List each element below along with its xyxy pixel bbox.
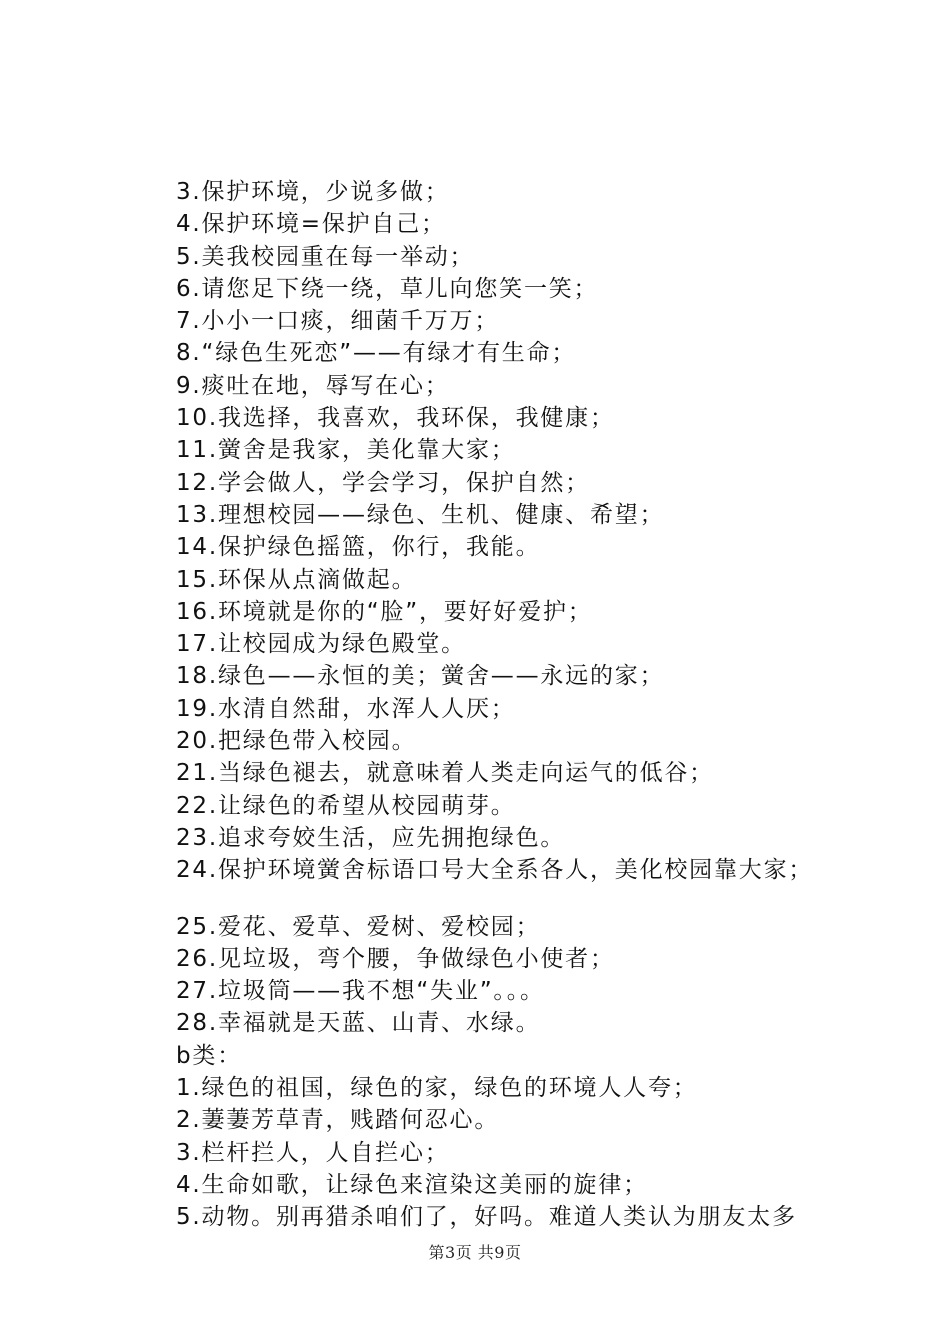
list-item: 19.水清自然甜，水浑人人厌；	[176, 695, 516, 722]
section-heading: b类：	[176, 1042, 242, 1069]
list-item: 3.保护环境，少说多做；	[176, 179, 450, 205]
list-item: 2.萋萋芳草青，贱踏何忍心。	[176, 1107, 500, 1134]
list-item: 14.保护绿色摇篮，你行，我能。	[176, 534, 541, 561]
list-item: 27.垃圾筒——我不想“失业”。。。	[176, 978, 545, 1005]
list-item: 9.痰吐在地，辱写在心；	[176, 372, 450, 399]
list-item: 4.保护环境=保护自己；	[176, 211, 446, 238]
page-footer: 第3页 共9页	[428, 1243, 522, 1262]
list-item: 24.保护环境黉舍标语口号大全系各人，美化校园靠大家；	[176, 857, 814, 884]
blank-line	[176, 887, 876, 911]
list-item: 22.让绿色的希望从校园萌芽。	[176, 792, 516, 819]
list-item: 21.当绿色褪去，就意味着人类走向运气的低谷；	[176, 760, 714, 787]
list-item: 8.“绿色生死恋”——有绿才有生命；	[176, 340, 577, 367]
list-item: 10.我选择，我喜欢，我环保，我健康；	[176, 405, 615, 432]
list-item: 15.环保从点滴做起。	[176, 566, 417, 593]
list-item: 26.见垃圾，弯个腰，争做绿色小使者；	[176, 945, 615, 972]
list-item: 12.学会做人，学会学习，保护自然；	[176, 469, 590, 496]
list-item: 16.环境就是你的“脸”，要好好爱护；	[176, 598, 593, 625]
list-item: 5.美我校园重在每一举动；	[176, 243, 475, 270]
list-item: 1.绿色的祖国，绿色的家，绿色的环境人人夸；	[176, 1075, 698, 1102]
list-item: 25.爱花、爱草、爱树、爱校园；	[176, 913, 541, 940]
list-item: 4.生命如歌，让绿色来渲染这美丽的旋律；	[176, 1171, 648, 1198]
list-item: 20.把绿色带入校园。	[176, 728, 417, 755]
list-item: 17.让校园成为绿色殿堂。	[176, 631, 466, 658]
list-item: 3.栏杆拦人，人自拦心；	[176, 1139, 450, 1166]
list-item: 5.动物。别再猎杀咱们了，好吗。难道人类认为朋友太多	[176, 1204, 797, 1231]
list-item: 23.追求夸姣生活，应先拥抱绿色。	[176, 824, 566, 851]
slogan-list	[176, 176, 876, 1234]
list-item: 28.幸福就是天蓝、山青、水绿。	[176, 1010, 541, 1037]
list-item: 7.小小一口痰，细菌千万万；	[176, 308, 500, 335]
list-item: 6.请您足下绕一绕，草儿向您笑一笑；	[176, 275, 599, 302]
list-item: 13.理想校园——绿色、生机、健康、希望；	[176, 501, 665, 528]
list-item: 11.黉舍是我家，美化靠大家；	[176, 437, 516, 464]
list-item: 18.绿色——永恒的美；黉舍——永远的家；	[176, 663, 665, 690]
